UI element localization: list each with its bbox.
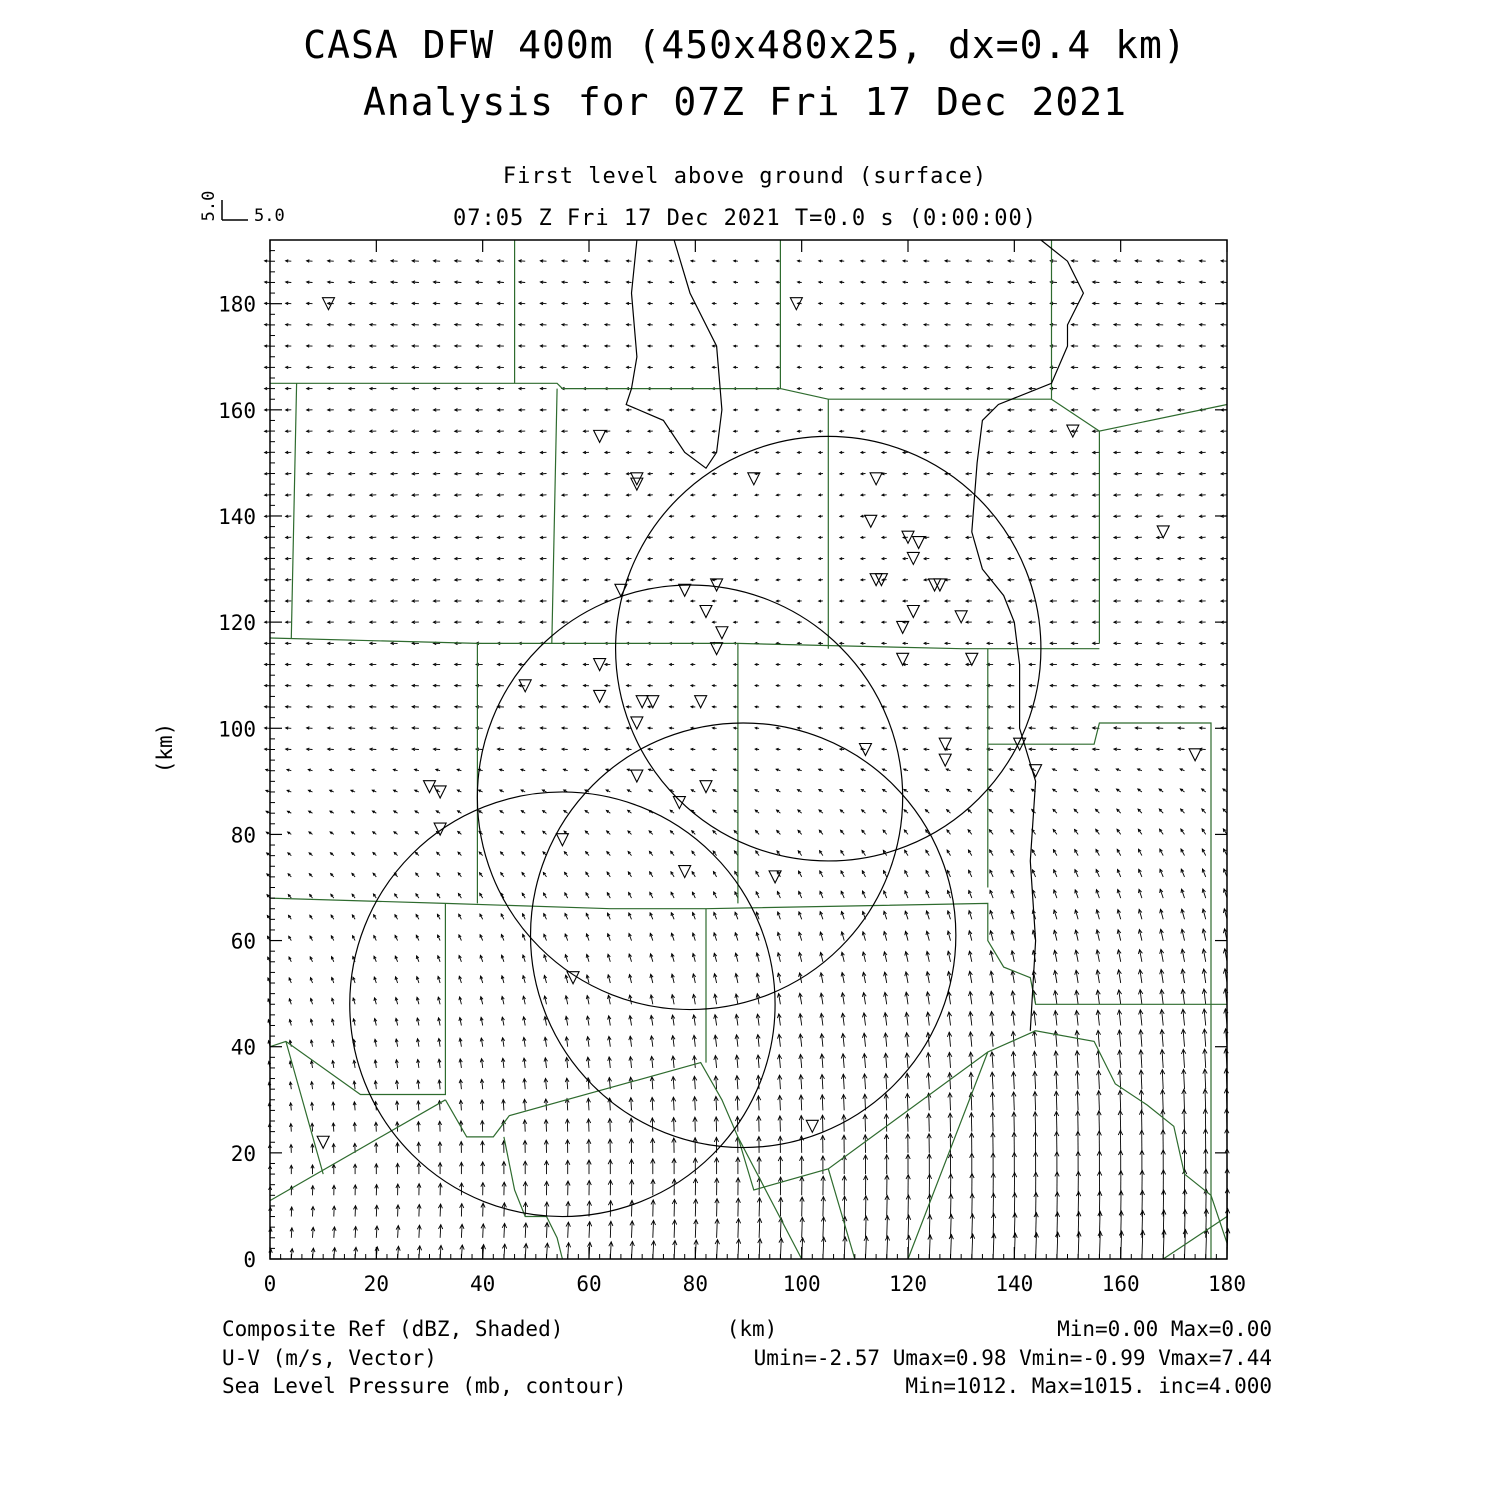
footer-field2-stats: Umin=-2.57 Umax=0.98 Vmin=-0.99 Vmax=7.44 xyxy=(753,1346,1272,1370)
x-tick-label: 80 xyxy=(682,1272,708,1296)
wind-vector xyxy=(1056,1112,1057,1132)
wind-vector xyxy=(866,1216,867,1238)
radar-range-ring xyxy=(477,585,902,1010)
station-marker xyxy=(679,584,691,596)
footer-field1-stats: Min=0.00 Max=0.00 xyxy=(1057,1317,1272,1341)
wind-vector xyxy=(632,1221,633,1238)
station-marker xyxy=(317,1136,329,1148)
station-marker xyxy=(636,696,648,708)
wind-vector xyxy=(992,1072,993,1089)
footer-field3-stats: Min=1012. Max=1015. inc=4.000 xyxy=(905,1374,1272,1398)
wind-vector xyxy=(801,1116,802,1132)
station-marker xyxy=(806,1120,818,1132)
station-marker xyxy=(679,866,691,878)
station-marker xyxy=(913,537,925,549)
reference-u-label: 5.0 xyxy=(254,206,285,226)
x-axis xyxy=(264,240,1246,1296)
y-tick-label: 180 xyxy=(218,292,256,317)
wind-vector xyxy=(780,1116,781,1132)
wind-vector xyxy=(610,1119,611,1132)
wind-vector xyxy=(759,1218,760,1238)
wind-vector xyxy=(844,1217,845,1238)
station-marker xyxy=(711,643,723,655)
x-tick-label: 0 xyxy=(263,1272,277,1296)
county-border-line xyxy=(1163,1217,1227,1260)
x-tick-label: 100 xyxy=(782,1272,821,1296)
station-marker xyxy=(939,738,951,750)
wind-vector xyxy=(1163,1110,1164,1132)
county-border-line xyxy=(445,1031,1227,1243)
time-subtitle: 07:05 Z Fri 17 Dec 2021 T=0.0 s (0:00:00) xyxy=(452,206,1038,231)
wind-vector xyxy=(1141,1050,1142,1068)
wind-vector xyxy=(483,1224,484,1238)
wind-vector xyxy=(1056,1071,1057,1089)
wind-vector xyxy=(844,1115,845,1132)
station-marker xyxy=(594,690,606,702)
footer-field1-name: Composite Ref (dBZ, Shaded) xyxy=(222,1317,564,1341)
station-marker xyxy=(647,696,659,708)
wind-vector xyxy=(461,1224,462,1238)
wind-vector xyxy=(1035,1092,1036,1111)
wind-vector xyxy=(1078,1192,1079,1217)
wind-vector xyxy=(929,1114,930,1132)
title-line-1: CASA DFW 400m (450x480x25, dx=0.4 km) xyxy=(303,23,1187,67)
wind-vector xyxy=(1184,1089,1185,1110)
wind-vector xyxy=(652,1118,653,1132)
wind-vector xyxy=(907,1073,908,1089)
wind-vector xyxy=(951,1194,952,1216)
slp-contour-line xyxy=(626,240,722,468)
county-border-line xyxy=(270,383,1052,399)
station-marker xyxy=(716,627,728,639)
wind-vector xyxy=(1077,1071,1078,1089)
wind-vector xyxy=(589,1119,590,1132)
wind-vector xyxy=(865,1115,866,1132)
footer-field3-name: Sea Level Pressure (mb, contour) xyxy=(222,1374,627,1398)
county-border-line xyxy=(270,903,445,1094)
x-tick-label: 140 xyxy=(995,1272,1034,1296)
wind-vector xyxy=(1163,1090,1164,1111)
wind-vector xyxy=(865,1094,866,1110)
wind-vector xyxy=(1141,1090,1142,1110)
wind-vector xyxy=(823,1197,824,1217)
footer-field2-name: U-V (m/s, Vector) xyxy=(222,1346,437,1370)
wind-vector xyxy=(546,1120,547,1132)
wind-vector xyxy=(1120,1090,1121,1110)
wind-vector xyxy=(1014,1092,1015,1110)
x-axis-label: (km) xyxy=(726,1317,778,1341)
wind-vector xyxy=(1184,1069,1185,1089)
county-border-line xyxy=(270,898,1227,1004)
station-marker xyxy=(711,579,723,591)
station-marker xyxy=(955,611,967,623)
wind-vector xyxy=(759,1198,760,1217)
station-marker xyxy=(631,717,643,729)
wind-vector xyxy=(547,1223,548,1238)
wind-vector xyxy=(653,1220,654,1237)
county-border-line xyxy=(738,1137,802,1259)
wind-vector xyxy=(568,1222,569,1238)
wind-vector xyxy=(993,1214,994,1238)
wind-vector xyxy=(525,1120,526,1132)
county-border-line xyxy=(828,1169,855,1259)
wind-vector xyxy=(929,1215,930,1238)
x-tick-label: 180 xyxy=(1208,1272,1246,1296)
wind-vector xyxy=(822,1095,823,1111)
wind-vector xyxy=(589,1222,590,1238)
station-marker xyxy=(1189,749,1201,761)
y-tick-label: 120 xyxy=(218,611,256,636)
wind-vector xyxy=(674,1118,675,1132)
county-border-line xyxy=(908,1052,988,1259)
y-tick-label: 0 xyxy=(243,1248,256,1272)
wind-vector xyxy=(993,1113,994,1132)
station-marker xyxy=(870,473,882,485)
wind-vector xyxy=(887,1216,888,1238)
slp-contour xyxy=(626,240,1083,1031)
wind-vector xyxy=(908,1215,909,1238)
station-marker xyxy=(631,473,643,485)
wind-vector xyxy=(1205,1049,1206,1068)
wind-vector xyxy=(695,1199,696,1216)
wind-vector xyxy=(1077,1091,1078,1110)
wind-vector xyxy=(1183,1049,1184,1068)
wind-vector xyxy=(1056,1091,1057,1110)
y-tick-label: 160 xyxy=(218,398,256,423)
x-tick-label: 20 xyxy=(363,1272,389,1296)
y-tick-label: 100 xyxy=(218,717,256,742)
station-marker xyxy=(631,770,643,782)
wind-vector xyxy=(610,1221,611,1238)
wind-vector xyxy=(886,1074,887,1090)
y-tick-label: 140 xyxy=(218,504,256,529)
station-marker xyxy=(556,834,568,846)
wind-vector xyxy=(780,1218,781,1238)
wind-vector xyxy=(950,1073,951,1090)
wind-vector xyxy=(1205,1089,1206,1110)
wind-vector xyxy=(928,1073,929,1089)
wind-vector xyxy=(440,1204,441,1217)
slp-contour-line xyxy=(972,240,1084,1031)
station-marker xyxy=(897,621,909,633)
wind-vector xyxy=(844,1095,845,1111)
y-tick-label: 20 xyxy=(230,1141,256,1166)
wind-vector xyxy=(1184,1109,1185,1131)
station-marker xyxy=(594,659,606,671)
station-marker xyxy=(939,754,951,766)
wind-vector xyxy=(886,1094,887,1111)
wind-vector xyxy=(1035,1072,1036,1090)
wind-vector xyxy=(950,1093,951,1111)
wind-vector xyxy=(823,1217,824,1238)
wind-vector xyxy=(1120,1050,1121,1068)
station-marker xyxy=(700,606,712,618)
station-marker xyxy=(434,786,446,798)
x-tick-label: 160 xyxy=(1101,1272,1140,1296)
station-marker xyxy=(673,797,685,809)
wind-vector xyxy=(1077,1051,1078,1068)
station-marker xyxy=(695,696,707,708)
wind-vector xyxy=(737,1096,738,1110)
x-tick-label: 120 xyxy=(889,1272,927,1296)
wind-vector xyxy=(758,1096,759,1111)
wind-vector xyxy=(907,1094,908,1111)
radar-range-ring xyxy=(350,792,775,1217)
wind-vector xyxy=(1014,1193,1015,1217)
county-border-line xyxy=(504,1137,563,1259)
wind-vector xyxy=(525,1223,526,1238)
wind-vector xyxy=(632,1200,633,1216)
station-marker xyxy=(594,430,606,442)
wind-vector xyxy=(992,1092,993,1110)
y-tick-label: 40 xyxy=(230,1035,256,1060)
wind-vector xyxy=(716,1096,717,1110)
wind-vector xyxy=(1162,1070,1163,1090)
wind-vector xyxy=(887,1195,888,1216)
wind-vector xyxy=(695,1220,696,1238)
reference-vector-key xyxy=(199,191,285,226)
radar-range-rings xyxy=(350,436,1041,1216)
x-tick-label: 40 xyxy=(470,1272,496,1296)
wind-vector xyxy=(1035,1112,1036,1132)
wind-vector xyxy=(674,1220,675,1238)
x-tick-label: 60 xyxy=(576,1272,602,1296)
level-subtitle: First level above ground (surface) xyxy=(502,164,988,189)
wind-vector xyxy=(801,1095,802,1110)
title-line-2: Analysis for 07Z Fri 17 Dec 2021 xyxy=(362,80,1128,124)
wind-vector xyxy=(780,1096,781,1111)
wind-vector xyxy=(1141,1070,1142,1089)
wind-vector xyxy=(1099,1071,1100,1090)
y-tick-label: 80 xyxy=(230,823,256,848)
wind-vector xyxy=(802,1217,803,1237)
wind-vector xyxy=(504,1223,505,1237)
wind-vector xyxy=(716,1117,717,1132)
y-tick-label: 60 xyxy=(230,929,256,954)
reference-v-label: 5.0 xyxy=(199,190,219,222)
wind-vector xyxy=(971,1072,972,1089)
wind-vector xyxy=(1205,1069,1206,1089)
wind-vector xyxy=(1162,1050,1163,1068)
wind-vector xyxy=(1013,1072,1014,1089)
y-axis xyxy=(218,251,1227,1272)
county-border-line xyxy=(552,389,557,644)
station-marker xyxy=(897,653,909,665)
wind-vector xyxy=(971,1113,972,1132)
wind-vector xyxy=(1099,1111,1100,1132)
wind-vector xyxy=(738,1219,739,1238)
radar-range-ring xyxy=(531,723,956,1148)
station-marker xyxy=(907,552,919,564)
station-marker xyxy=(748,473,760,485)
station-marker xyxy=(907,606,919,618)
wind-vector xyxy=(695,1097,696,1111)
station-marker xyxy=(700,781,712,793)
wind-vector xyxy=(717,1219,718,1238)
county-border-line xyxy=(291,383,296,638)
wind-vector xyxy=(1120,1111,1121,1132)
wind-vector xyxy=(908,1114,909,1132)
wind-vector xyxy=(504,1203,505,1217)
wind-vector xyxy=(568,1202,569,1217)
wind-vector xyxy=(1099,1091,1100,1111)
station-marker xyxy=(865,515,877,527)
y-axis-label: (km) xyxy=(153,722,177,774)
station-marker xyxy=(424,781,436,793)
